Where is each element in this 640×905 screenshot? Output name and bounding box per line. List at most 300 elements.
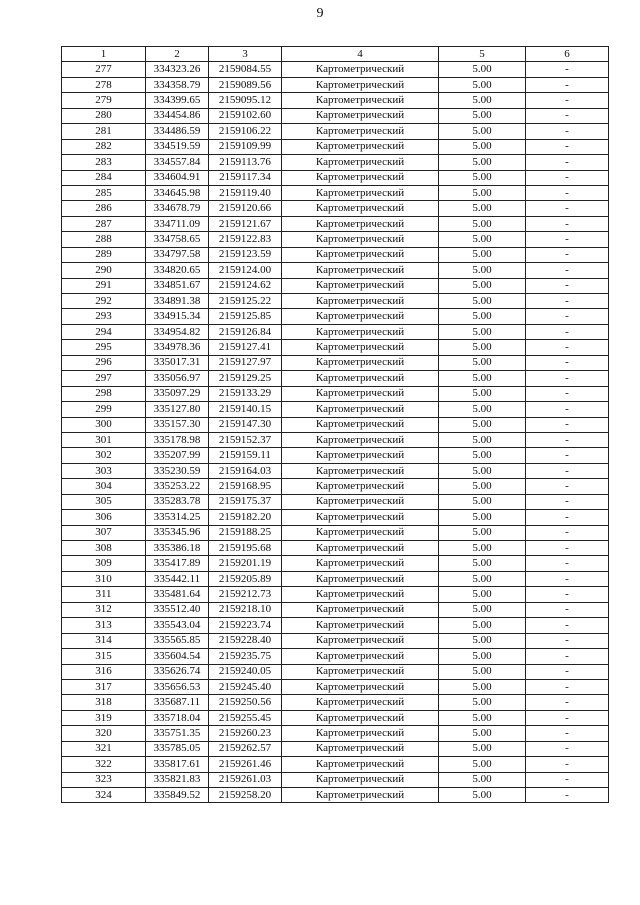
point-number-cell: 306 <box>62 510 146 525</box>
point-number-cell: 284 <box>62 170 146 185</box>
description-cell: - <box>526 232 609 247</box>
description-cell: - <box>526 170 609 185</box>
header-cell-2: 2 <box>146 47 209 62</box>
accuracy-cell: 5.00 <box>439 649 526 664</box>
x-coordinate-cell: 334711.09 <box>146 216 209 231</box>
accuracy-cell: 5.00 <box>439 710 526 725</box>
method-cell: Картометрический <box>282 93 439 108</box>
table-row <box>62 587 609 602</box>
accuracy-cell: 5.00 <box>439 324 526 339</box>
x-coordinate-cell: 335017.31 <box>146 355 209 370</box>
method-cell: Картометрический <box>282 633 439 648</box>
table-row <box>62 633 609 648</box>
accuracy-cell: 5.00 <box>439 571 526 586</box>
description-cell: - <box>526 155 609 170</box>
description-cell: - <box>526 278 609 293</box>
x-coordinate-cell: 334678.79 <box>146 201 209 216</box>
point-number-cell: 310 <box>62 571 146 586</box>
point-number-cell: 312 <box>62 602 146 617</box>
description-cell: - <box>526 633 609 648</box>
description-cell: - <box>526 479 609 494</box>
table-row <box>62 232 609 247</box>
method-cell: Картометрический <box>282 494 439 509</box>
accuracy-cell: 5.00 <box>439 247 526 262</box>
point-number-cell: 299 <box>62 402 146 417</box>
point-number-cell: 323 <box>62 772 146 787</box>
description-cell: - <box>526 324 609 339</box>
accuracy-cell: 5.00 <box>439 355 526 370</box>
accuracy-cell: 5.00 <box>439 510 526 525</box>
accuracy-cell: 5.00 <box>439 494 526 509</box>
description-cell: - <box>526 757 609 772</box>
x-coordinate-cell: 334399.65 <box>146 93 209 108</box>
x-coordinate-cell: 334758.65 <box>146 232 209 247</box>
table-row <box>62 402 609 417</box>
description-cell: - <box>526 432 609 447</box>
table-row <box>62 170 609 185</box>
accuracy-cell: 5.00 <box>439 463 526 478</box>
description-cell: - <box>526 571 609 586</box>
point-number-cell: 279 <box>62 93 146 108</box>
y-coordinate-cell: 2159212.73 <box>209 587 282 602</box>
table-row <box>62 556 609 571</box>
table-row <box>62 216 609 231</box>
point-number-cell: 301 <box>62 432 146 447</box>
table-row <box>62 324 609 339</box>
accuracy-cell: 5.00 <box>439 139 526 154</box>
accuracy-cell: 5.00 <box>439 371 526 386</box>
page-number: 9 <box>316 6 324 21</box>
point-number-cell: 307 <box>62 525 146 540</box>
y-coordinate-cell: 2159102.60 <box>209 108 282 123</box>
description-cell: - <box>526 556 609 571</box>
x-coordinate-cell: 335417.89 <box>146 556 209 571</box>
method-cell: Картометрический <box>282 741 439 756</box>
point-number-cell: 314 <box>62 633 146 648</box>
method-cell: Картометрический <box>282 448 439 463</box>
table-row <box>62 386 609 401</box>
table-row <box>62 201 609 216</box>
coordinates-table <box>61 46 609 803</box>
x-coordinate-cell: 334891.38 <box>146 294 209 309</box>
point-number-cell: 309 <box>62 556 146 571</box>
x-coordinate-cell: 334954.82 <box>146 324 209 339</box>
table-row <box>62 741 609 756</box>
x-coordinate-cell: 335283.78 <box>146 494 209 509</box>
description-cell: - <box>526 602 609 617</box>
table-row <box>62 294 609 309</box>
y-coordinate-cell: 2159182.20 <box>209 510 282 525</box>
x-coordinate-cell: 334797.58 <box>146 247 209 262</box>
method-cell: Картометрический <box>282 695 439 710</box>
table-row <box>62 62 609 77</box>
description-cell: - <box>526 124 609 139</box>
table-row <box>62 417 609 432</box>
method-cell: Картометрический <box>282 170 439 185</box>
y-coordinate-cell: 2159223.74 <box>209 618 282 633</box>
point-number-cell: 317 <box>62 679 146 694</box>
description-cell: - <box>526 463 609 478</box>
x-coordinate-cell: 334454.86 <box>146 108 209 123</box>
accuracy-cell: 5.00 <box>439 294 526 309</box>
y-coordinate-cell: 2159205.89 <box>209 571 282 586</box>
table-body <box>62 62 609 803</box>
y-coordinate-cell: 2159127.97 <box>209 355 282 370</box>
table-row <box>62 618 609 633</box>
y-coordinate-cell: 2159152.37 <box>209 432 282 447</box>
description-cell: - <box>526 417 609 432</box>
x-coordinate-cell: 334604.91 <box>146 170 209 185</box>
description-cell: - <box>526 788 609 803</box>
y-coordinate-cell: 2159140.15 <box>209 402 282 417</box>
point-number-cell: 281 <box>62 124 146 139</box>
y-coordinate-cell: 2159113.76 <box>209 155 282 170</box>
y-coordinate-cell: 2159262.57 <box>209 741 282 756</box>
y-coordinate-cell: 2159188.25 <box>209 525 282 540</box>
description-cell: - <box>526 541 609 556</box>
method-cell: Картометрический <box>282 139 439 154</box>
description-cell: - <box>526 77 609 92</box>
y-coordinate-cell: 2159126.84 <box>209 324 282 339</box>
header-cell-6: 6 <box>526 47 609 62</box>
table-row <box>62 185 609 200</box>
description-cell: - <box>526 510 609 525</box>
accuracy-cell: 5.00 <box>439 185 526 200</box>
y-coordinate-cell: 2159122.83 <box>209 232 282 247</box>
point-number-cell: 319 <box>62 710 146 725</box>
point-number-cell: 287 <box>62 216 146 231</box>
description-cell: - <box>526 726 609 741</box>
point-number-cell: 294 <box>62 324 146 339</box>
description-cell: - <box>526 108 609 123</box>
accuracy-cell: 5.00 <box>439 587 526 602</box>
x-coordinate-cell: 335785.05 <box>146 741 209 756</box>
x-coordinate-cell: 335543.04 <box>146 618 209 633</box>
method-cell: Картометрический <box>282 371 439 386</box>
method-cell: Картометрический <box>282 402 439 417</box>
table-row <box>62 757 609 772</box>
description-cell: - <box>526 294 609 309</box>
accuracy-cell: 5.00 <box>439 232 526 247</box>
description-cell: - <box>526 649 609 664</box>
method-cell: Картометрический <box>282 340 439 355</box>
method-cell: Картометрический <box>282 510 439 525</box>
y-coordinate-cell: 2159218.10 <box>209 602 282 617</box>
y-coordinate-cell: 2159123.59 <box>209 247 282 262</box>
accuracy-cell: 5.00 <box>439 772 526 787</box>
accuracy-cell: 5.00 <box>439 679 526 694</box>
method-cell: Картометрический <box>282 726 439 741</box>
method-cell: Картометрический <box>282 324 439 339</box>
x-coordinate-cell: 335718.04 <box>146 710 209 725</box>
x-coordinate-cell: 334557.84 <box>146 155 209 170</box>
accuracy-cell: 5.00 <box>439 62 526 77</box>
table-row <box>62 525 609 540</box>
x-coordinate-cell: 335442.11 <box>146 571 209 586</box>
table-row <box>62 772 609 787</box>
point-number-cell: 304 <box>62 479 146 494</box>
x-coordinate-cell: 335386.18 <box>146 541 209 556</box>
method-cell: Картометрический <box>282 556 439 571</box>
table-row <box>62 463 609 478</box>
y-coordinate-cell: 2159228.40 <box>209 633 282 648</box>
x-coordinate-cell: 334820.65 <box>146 263 209 278</box>
method-cell: Картометрический <box>282 649 439 664</box>
x-coordinate-cell: 334645.98 <box>146 185 209 200</box>
method-cell: Картометрический <box>282 541 439 556</box>
method-cell: Картометрический <box>282 587 439 602</box>
table-row <box>62 448 609 463</box>
y-coordinate-cell: 2159124.62 <box>209 278 282 293</box>
point-number-cell: 300 <box>62 417 146 432</box>
description-cell: - <box>526 247 609 262</box>
accuracy-cell: 5.00 <box>439 93 526 108</box>
table-row <box>62 710 609 725</box>
y-coordinate-cell: 2159133.29 <box>209 386 282 401</box>
accuracy-cell: 5.00 <box>439 541 526 556</box>
point-number-cell: 316 <box>62 664 146 679</box>
y-coordinate-cell: 2159168.95 <box>209 479 282 494</box>
x-coordinate-cell: 335345.96 <box>146 525 209 540</box>
x-coordinate-cell: 335481.64 <box>146 587 209 602</box>
accuracy-cell: 5.00 <box>439 155 526 170</box>
table-row <box>62 664 609 679</box>
point-number-cell: 291 <box>62 278 146 293</box>
accuracy-cell: 5.00 <box>439 602 526 617</box>
x-coordinate-cell: 335512.40 <box>146 602 209 617</box>
accuracy-cell: 5.00 <box>439 741 526 756</box>
x-coordinate-cell: 334978.36 <box>146 340 209 355</box>
method-cell: Картометрический <box>282 757 439 772</box>
y-coordinate-cell: 2159124.00 <box>209 263 282 278</box>
accuracy-cell: 5.00 <box>439 556 526 571</box>
point-number-cell: 296 <box>62 355 146 370</box>
table-row <box>62 355 609 370</box>
accuracy-cell: 5.00 <box>439 633 526 648</box>
point-number-cell: 285 <box>62 185 146 200</box>
table-row <box>62 108 609 123</box>
point-number-cell: 313 <box>62 618 146 633</box>
accuracy-cell: 5.00 <box>439 479 526 494</box>
table-header-row <box>62 47 609 62</box>
point-number-cell: 311 <box>62 587 146 602</box>
description-cell: - <box>526 386 609 401</box>
method-cell: Картометрический <box>282 247 439 262</box>
accuracy-cell: 5.00 <box>439 77 526 92</box>
y-coordinate-cell: 2159109.99 <box>209 139 282 154</box>
table-row <box>62 77 609 92</box>
description-cell: - <box>526 741 609 756</box>
table-row <box>62 494 609 509</box>
x-coordinate-cell: 335253.22 <box>146 479 209 494</box>
description-cell: - <box>526 139 609 154</box>
method-cell: Картометрический <box>282 788 439 803</box>
table-row <box>62 93 609 108</box>
point-number-cell: 297 <box>62 371 146 386</box>
description-cell: - <box>526 402 609 417</box>
method-cell: Картометрический <box>282 710 439 725</box>
accuracy-cell: 5.00 <box>439 263 526 278</box>
y-coordinate-cell: 2159095.12 <box>209 93 282 108</box>
point-number-cell: 295 <box>62 340 146 355</box>
accuracy-cell: 5.00 <box>439 432 526 447</box>
description-cell: - <box>526 371 609 386</box>
x-coordinate-cell: 335230.59 <box>146 463 209 478</box>
table-row <box>62 247 609 262</box>
method-cell: Картометрический <box>282 432 439 447</box>
method-cell: Картометрический <box>282 232 439 247</box>
point-number-cell: 293 <box>62 309 146 324</box>
point-number-cell: 308 <box>62 541 146 556</box>
point-number-cell: 322 <box>62 757 146 772</box>
point-number-cell: 303 <box>62 463 146 478</box>
y-coordinate-cell: 2159235.75 <box>209 649 282 664</box>
point-number-cell: 292 <box>62 294 146 309</box>
method-cell: Картометрический <box>282 77 439 92</box>
y-coordinate-cell: 2159121.67 <box>209 216 282 231</box>
point-number-cell: 278 <box>62 77 146 92</box>
y-coordinate-cell: 2159117.34 <box>209 170 282 185</box>
method-cell: Картометрический <box>282 479 439 494</box>
method-cell: Картометрический <box>282 618 439 633</box>
y-coordinate-cell: 2159261.46 <box>209 757 282 772</box>
x-coordinate-cell: 335314.25 <box>146 510 209 525</box>
point-number-cell: 289 <box>62 247 146 262</box>
y-coordinate-cell: 2159195.68 <box>209 541 282 556</box>
accuracy-cell: 5.00 <box>439 340 526 355</box>
description-cell: - <box>526 263 609 278</box>
header-cell-3: 3 <box>209 47 282 62</box>
y-coordinate-cell: 2159147.30 <box>209 417 282 432</box>
table-row <box>62 432 609 447</box>
method-cell: Картометрический <box>282 278 439 293</box>
y-coordinate-cell: 2159125.85 <box>209 309 282 324</box>
table-row <box>62 340 609 355</box>
y-coordinate-cell: 2159119.40 <box>209 185 282 200</box>
method-cell: Картометрический <box>282 309 439 324</box>
description-cell: - <box>526 525 609 540</box>
accuracy-cell: 5.00 <box>439 386 526 401</box>
accuracy-cell: 5.00 <box>439 201 526 216</box>
x-coordinate-cell: 334358.79 <box>146 77 209 92</box>
accuracy-cell: 5.00 <box>439 788 526 803</box>
point-number-cell: 318 <box>62 695 146 710</box>
method-cell: Картометрический <box>282 571 439 586</box>
table-row <box>62 695 609 710</box>
x-coordinate-cell: 335626.74 <box>146 664 209 679</box>
table-row <box>62 510 609 525</box>
table-row <box>62 788 609 803</box>
point-number-cell: 305 <box>62 494 146 509</box>
description-cell: - <box>526 93 609 108</box>
y-coordinate-cell: 2159120.66 <box>209 201 282 216</box>
x-coordinate-cell: 335097.29 <box>146 386 209 401</box>
x-coordinate-cell: 335056.97 <box>146 371 209 386</box>
x-coordinate-cell: 334323.26 <box>146 62 209 77</box>
method-cell: Картометрический <box>282 463 439 478</box>
description-cell: - <box>526 679 609 694</box>
table-row <box>62 679 609 694</box>
x-coordinate-cell: 335178.98 <box>146 432 209 447</box>
y-coordinate-cell: 2159084.55 <box>209 62 282 77</box>
accuracy-cell: 5.00 <box>439 170 526 185</box>
method-cell: Картометрический <box>282 155 439 170</box>
description-cell: - <box>526 772 609 787</box>
description-cell: - <box>526 587 609 602</box>
point-number-cell: 283 <box>62 155 146 170</box>
y-coordinate-cell: 2159129.25 <box>209 371 282 386</box>
x-coordinate-cell: 335687.11 <box>146 695 209 710</box>
y-coordinate-cell: 2159261.03 <box>209 772 282 787</box>
table-row <box>62 479 609 494</box>
point-number-cell: 288 <box>62 232 146 247</box>
method-cell: Картометрический <box>282 124 439 139</box>
table-row <box>62 155 609 170</box>
header-cell-5: 5 <box>439 47 526 62</box>
method-cell: Картометрический <box>282 386 439 401</box>
table-row <box>62 602 609 617</box>
method-cell: Картометрический <box>282 201 439 216</box>
y-coordinate-cell: 2159159.11 <box>209 448 282 463</box>
method-cell: Картометрический <box>282 679 439 694</box>
accuracy-cell: 5.00 <box>439 664 526 679</box>
accuracy-cell: 5.00 <box>439 448 526 463</box>
description-cell: - <box>526 448 609 463</box>
accuracy-cell: 5.00 <box>439 757 526 772</box>
accuracy-cell: 5.00 <box>439 309 526 324</box>
accuracy-cell: 5.00 <box>439 278 526 293</box>
x-coordinate-cell: 335565.85 <box>146 633 209 648</box>
description-cell: - <box>526 618 609 633</box>
x-coordinate-cell: 335821.83 <box>146 772 209 787</box>
point-number-cell: 302 <box>62 448 146 463</box>
y-coordinate-cell: 2159258.20 <box>209 788 282 803</box>
x-coordinate-cell: 335127.80 <box>146 402 209 417</box>
point-number-cell: 286 <box>62 201 146 216</box>
y-coordinate-cell: 2159260.23 <box>209 726 282 741</box>
y-coordinate-cell: 2159175.37 <box>209 494 282 509</box>
header-cell-1: 1 <box>62 47 146 62</box>
point-number-cell: 298 <box>62 386 146 401</box>
accuracy-cell: 5.00 <box>439 108 526 123</box>
x-coordinate-cell: 334851.67 <box>146 278 209 293</box>
method-cell: Картометрический <box>282 108 439 123</box>
x-coordinate-cell: 334915.34 <box>146 309 209 324</box>
y-coordinate-cell: 2159240.05 <box>209 664 282 679</box>
x-coordinate-cell: 334486.59 <box>146 124 209 139</box>
method-cell: Картометрический <box>282 772 439 787</box>
method-cell: Картометрический <box>282 62 439 77</box>
y-coordinate-cell: 2159106.22 <box>209 124 282 139</box>
table-row <box>62 263 609 278</box>
x-coordinate-cell: 335207.99 <box>146 448 209 463</box>
x-coordinate-cell: 335604.54 <box>146 649 209 664</box>
point-number-cell: 321 <box>62 741 146 756</box>
description-cell: - <box>526 216 609 231</box>
description-cell: - <box>526 695 609 710</box>
point-number-cell: 324 <box>62 788 146 803</box>
table-row <box>62 371 609 386</box>
method-cell: Картометрический <box>282 602 439 617</box>
method-cell: Картометрический <box>282 294 439 309</box>
x-coordinate-cell: 334519.59 <box>146 139 209 154</box>
accuracy-cell: 5.00 <box>439 618 526 633</box>
accuracy-cell: 5.00 <box>439 402 526 417</box>
y-coordinate-cell: 2159245.40 <box>209 679 282 694</box>
x-coordinate-cell: 335751.35 <box>146 726 209 741</box>
x-coordinate-cell: 335849.52 <box>146 788 209 803</box>
table-row <box>62 649 609 664</box>
